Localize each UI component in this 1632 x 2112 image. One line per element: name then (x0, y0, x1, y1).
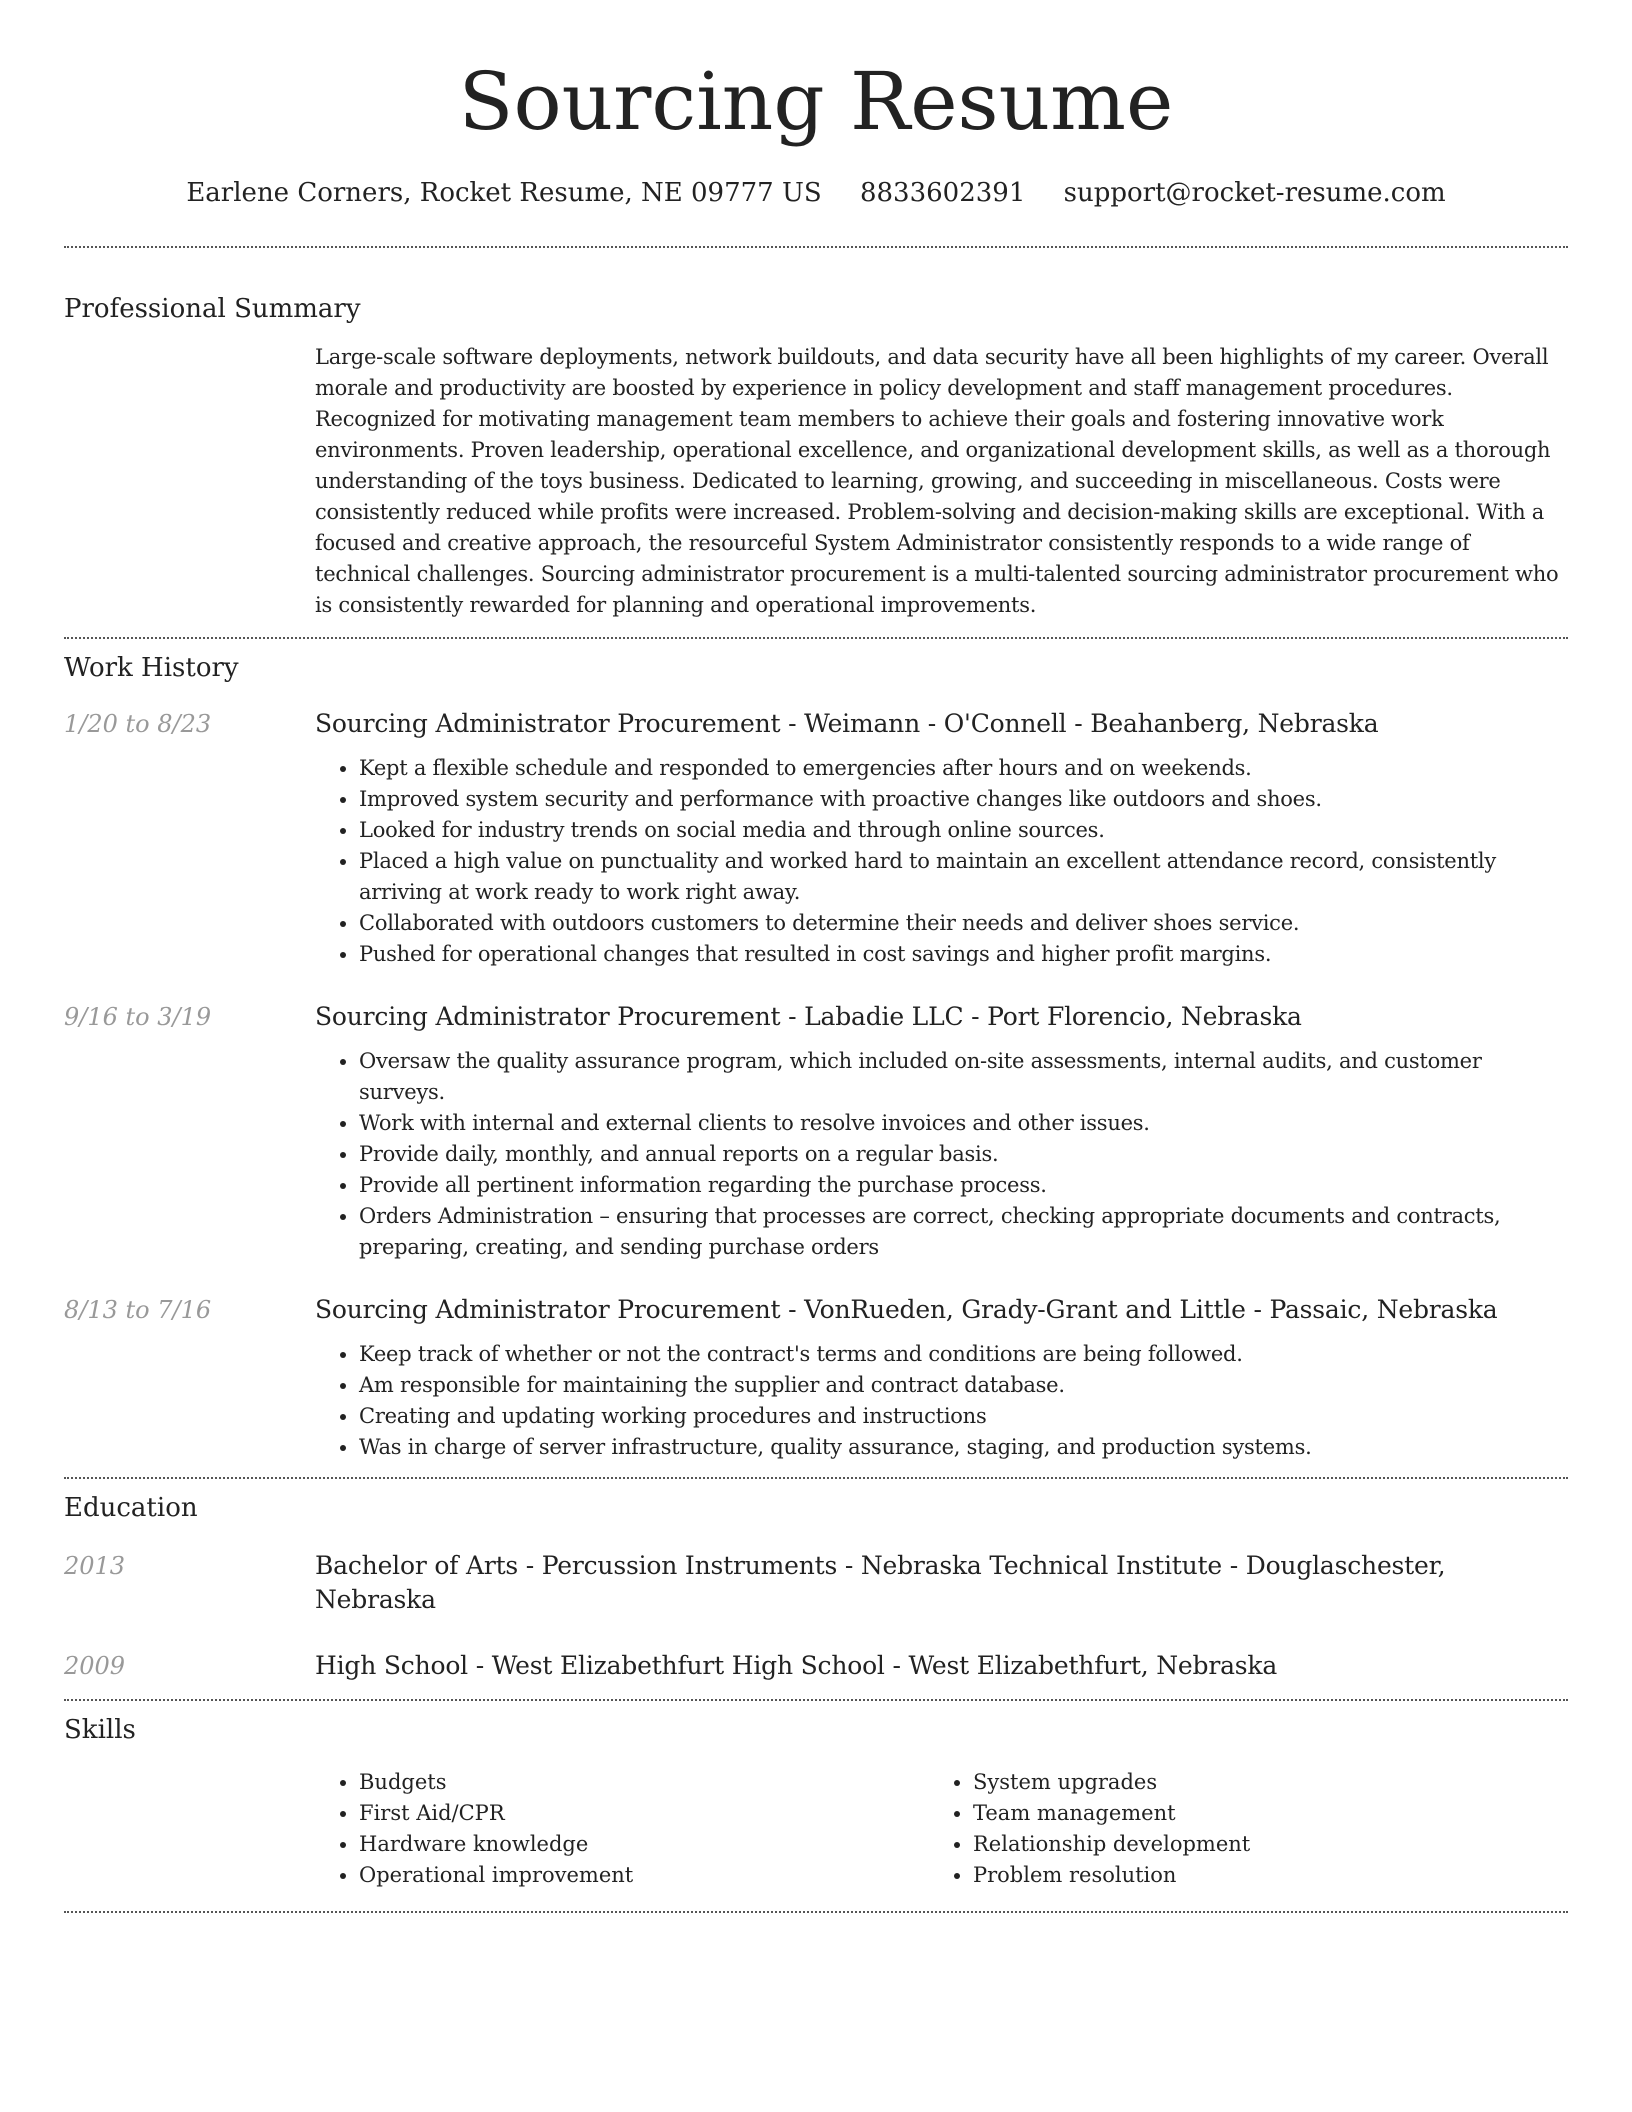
section-divider (64, 1477, 1568, 1479)
job-entry (64, 707, 1568, 970)
education-year: 2013 (64, 1552, 126, 1580)
job-heading: Sourcing Administrator Procurement - Weimann - O'Connell - Beahanberg, Nebraska (315, 709, 1379, 738)
list-item: • Provide all pertinent information regarding the purchase process. (359, 1170, 1568, 1201)
education-entry (64, 1549, 1568, 1617)
section-title-summary: Professional Summary (64, 294, 361, 324)
list-item: • Keep track of whether or not the contract's terms and conditions are being followed. (359, 1339, 1568, 1370)
contact-email: support@rocket-resume.com (1063, 178, 1446, 208)
contact-line (64, 176, 1568, 210)
list-item: • Provide daily, monthly, and annual reports on a regular basis. (359, 1139, 1568, 1170)
skills-list-left (315, 1767, 929, 1891)
section-divider (64, 1911, 1568, 1913)
list-item: • Orders Administration – ensuring that processes are correct, checking appropriate documents and contracts, preparing, creating, and sending purchase orders (359, 1201, 1568, 1263)
summary-text: Large-scale software deployments, network buildouts, and data security have all been highlights of my career. Overall morale and productivity are boosted by experience in policy development and staff management procedures. Recognized for motivating management team members to achieve their goals and fostering innovative work environments. Proven leadership, operational excellence, and organizational development skills, as well as a thorough understanding of the toys business. Dedicated to learning, growing, and succeeding in miscellaneous. Costs were consistently reduced while profits were increased. Problem-solving and decision-making skills are exceptional. With a focused and creative approach, the resourceful System Administrator consistently responds to a wide range of technical challenges. Sourcing administrator procurement is a multi-talented sourcing administrator procurement who is consistently rewarded for planning and operational improvements. (315, 345, 1559, 617)
list-item: • Improved system security and performance with proactive changes like outdoors and shoes. (359, 784, 1568, 815)
list-item: • Collaborated with outdoors customers to determine their needs and deliver shoes service. (359, 908, 1568, 939)
job-bullets (315, 1339, 1568, 1463)
skill-item: • Problem resolution (973, 1860, 1543, 1891)
education-heading: Bachelor of Arts - Percussion Instruments - Nebraska Technical Institute - Douglaschester, Nebraska (315, 1551, 1446, 1614)
list-item: • Oversaw the quality assurance program, which included on-site assessments, internal audits, and customer surveys. (359, 1046, 1568, 1108)
education-heading: High School - West Elizabethfurt High School - West Elizabethfurt, Nebraska (315, 1651, 1278, 1680)
section-title-skills: Skills (64, 1715, 136, 1745)
skills-list-right (929, 1767, 1543, 1891)
job-bullets (315, 1046, 1568, 1263)
skill-item: • Hardware knowledge (359, 1829, 929, 1860)
list-item: • Kept a flexible schedule and responded to emergencies after hours and on weekends. (359, 753, 1568, 784)
job-dates: 1/20 to 8/23 (64, 710, 212, 738)
contact-phone: 8833602391 (859, 178, 1026, 208)
section-divider (64, 637, 1568, 639)
job-heading: Sourcing Administrator Procurement - Labadie LLC - Port Florencio, Nebraska (315, 1002, 1302, 1031)
job-heading: Sourcing Administrator Procurement - VonRueden, Grady-Grant and Little - Passaic, Nebraska (315, 1295, 1498, 1324)
skill-item: • System upgrades (973, 1767, 1543, 1798)
section-title-education: Education (64, 1493, 198, 1523)
list-item: • Creating and updating working procedures and instructions (359, 1401, 1568, 1432)
skill-item: • Team management (973, 1798, 1543, 1829)
list-item: • Work with internal and external clients to resolve invoices and other issues. (359, 1108, 1568, 1139)
education-year: 2009 (64, 1652, 126, 1680)
skill-item: • Budgets (359, 1767, 929, 1798)
list-item: • Am responsible for maintaining the supplier and contract database. (359, 1370, 1568, 1401)
section-divider (64, 1699, 1568, 1701)
contact-address: Earlene Corners, Rocket Resume, NE 09777 US (186, 178, 822, 208)
job-entry (64, 1000, 1568, 1263)
skill-item: • First Aid/CPR (359, 1798, 929, 1829)
skill-item: • Relationship development (973, 1829, 1543, 1860)
section-title-work-history: Work History (64, 653, 239, 683)
skill-item: • Operational improvement (359, 1860, 929, 1891)
list-item: • Placed a high value on punctuality and worked hard to maintain an excellent attendance record, consistently arriving at work ready to work right away. (359, 846, 1568, 908)
job-bullets (315, 753, 1568, 970)
skills-columns (315, 1767, 1568, 1891)
list-item: • Was in charge of server infrastructure, quality assurance, staging, and production systems. (359, 1432, 1568, 1463)
skills-row (64, 1767, 1568, 1891)
job-entry (64, 1293, 1568, 1463)
list-item: • Pushed for operational changes that resulted in cost savings and higher profit margins. (359, 939, 1568, 970)
list-item: • Looked for industry trends on social media and through online sources. (359, 815, 1568, 846)
job-dates: 8/13 to 7/16 (64, 1296, 212, 1324)
resume-title: Sourcing Resume (458, 55, 1174, 148)
job-dates: 9/16 to 3/19 (64, 1003, 212, 1031)
section-divider (64, 246, 1568, 248)
summary-row (64, 326, 1568, 637)
education-entry (64, 1649, 1568, 1683)
